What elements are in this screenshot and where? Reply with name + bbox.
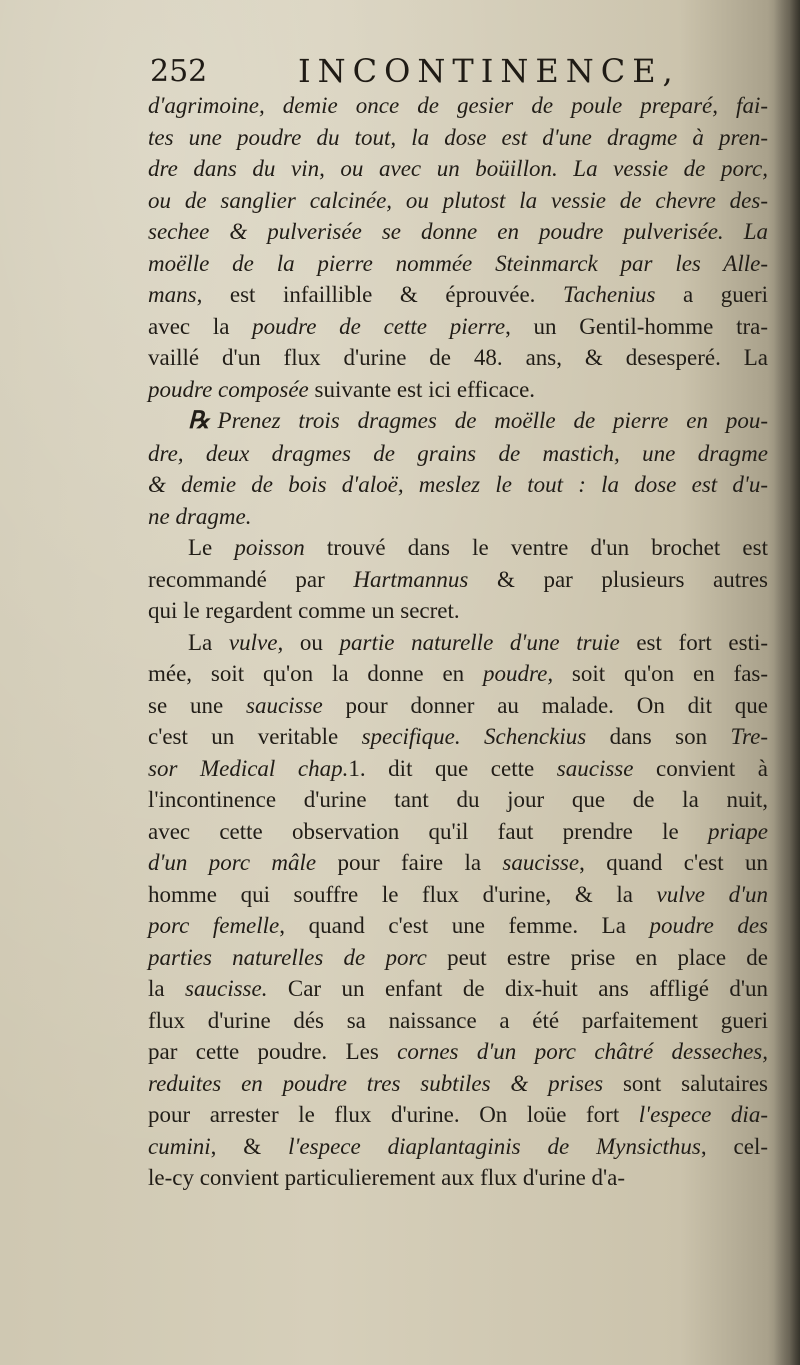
text-line bbox=[148, 595, 768, 627]
page-gutter-shadow bbox=[774, 0, 800, 1365]
italic-text: poudre composée bbox=[148, 376, 309, 402]
italic-text: tes une poudre du tout, la dose est d'une dragme à pren- bbox=[148, 124, 768, 150]
italic-text: cumini bbox=[148, 1133, 211, 1159]
text-line bbox=[148, 627, 768, 659]
italic-text: moëlle de la pierre nommée Steinmarck par les Alle- bbox=[148, 250, 768, 276]
text-line bbox=[148, 942, 768, 974]
text-line bbox=[148, 847, 768, 879]
roman-text: pour donner au malade. On dit que bbox=[322, 692, 768, 718]
text-line bbox=[148, 532, 768, 564]
roman-text: par cette poudre. Les bbox=[148, 1039, 398, 1064]
italic-text: cornes d'un porc châtré desseches, bbox=[397, 1039, 768, 1064]
roman-text: la bbox=[148, 976, 186, 1001]
roman-text: c'est un veritable bbox=[148, 724, 362, 749]
text-line bbox=[148, 374, 768, 406]
roman-text: trouvé dans le ventre d'un brochet est bbox=[304, 535, 768, 560]
roman-text: Le bbox=[188, 535, 235, 560]
text-line bbox=[148, 1131, 768, 1163]
roman-text: homme qui souffre le flux d'urine, & la bbox=[148, 881, 657, 907]
italic-text: priape bbox=[707, 818, 768, 844]
text-line bbox=[148, 153, 768, 185]
roman-text: , un Gentil-homme tra- bbox=[505, 313, 768, 339]
roman-text: convient à bbox=[633, 755, 768, 781]
italic-text: poudre, bbox=[483, 661, 554, 686]
roman-text: La bbox=[188, 629, 229, 655]
italic-text: specifique. Schenckius bbox=[361, 724, 587, 749]
roman-text: pour arrester le flux d'urine. On loüe fort bbox=[148, 1102, 639, 1127]
recipe-symbol: ℞ bbox=[188, 408, 210, 434]
italic-text: Tachenius bbox=[562, 282, 656, 307]
italic-text: saucisse. bbox=[185, 976, 268, 1001]
roman-text: qui le regardent comme un secret. bbox=[148, 598, 460, 623]
italic-text: saucisse bbox=[502, 850, 580, 875]
roman-text: sont salutaires bbox=[603, 1070, 768, 1096]
roman-text: vaillé d'un flux d'urine de 48. ans, & desesperé. La bbox=[148, 345, 768, 370]
text-line bbox=[148, 816, 768, 848]
roman-text: , est infaillible & éprouvée. bbox=[196, 282, 563, 307]
roman-text: dans son bbox=[586, 724, 731, 749]
roman-text: recommandé par bbox=[148, 566, 354, 592]
italic-text: vulve, bbox=[228, 629, 284, 655]
text-line bbox=[148, 690, 768, 722]
italic-text: d'agrimoine, demie once de gesier de poule preparé, fai- bbox=[148, 93, 768, 118]
roman-text: l'incontinence d'urine tant du jour que de la nuit, bbox=[148, 787, 768, 812]
text-line bbox=[148, 469, 768, 501]
roman-text: , quand c'est une femme. La bbox=[279, 913, 650, 938]
text-line bbox=[148, 248, 768, 280]
italic-text: porc femelle bbox=[148, 913, 280, 938]
text-line bbox=[148, 1068, 768, 1100]
roman-text: suivante est ici efficace. bbox=[308, 376, 536, 402]
italic-text: saucisse bbox=[246, 692, 323, 718]
paragraph bbox=[148, 627, 768, 1194]
page-number: 252 bbox=[150, 54, 208, 89]
roman-text: se une bbox=[148, 692, 247, 718]
italic-text: Prenez trois dragmes de moëlle de pierre en pou- bbox=[217, 408, 768, 433]
text-line bbox=[148, 564, 768, 596]
text-line bbox=[148, 1099, 768, 1131]
text-line bbox=[148, 279, 768, 311]
text-line bbox=[148, 658, 768, 690]
text-line bbox=[148, 973, 768, 1005]
roman-text: avec la bbox=[148, 313, 253, 339]
italic-text: Tre- bbox=[730, 724, 768, 749]
roman-text: est fort esti- bbox=[619, 629, 768, 655]
paragraph bbox=[148, 405, 768, 532]
running-title: INCONTINENCE, bbox=[298, 52, 680, 90]
text-line bbox=[148, 721, 768, 753]
text-line bbox=[148, 879, 768, 911]
italic-text: & demie de bois d'aloë, meslez le tout : la dose est d'u- bbox=[148, 472, 768, 497]
text-line bbox=[148, 342, 768, 374]
roman-text: flux d'urine dés sa naissance a été parfaitement gueri bbox=[148, 1007, 768, 1033]
roman-text: & par plusieurs autres bbox=[468, 566, 768, 592]
text-line bbox=[148, 90, 768, 122]
roman-text: ou bbox=[283, 629, 340, 655]
italic-text: d'un porc mâle bbox=[148, 850, 317, 875]
italic-text: saucisse bbox=[556, 755, 634, 781]
italic-text: poisson bbox=[234, 535, 305, 560]
italic-text: partie naturelle d'une truie bbox=[339, 629, 620, 655]
italic-text: sor Medical chap. bbox=[148, 755, 349, 781]
text-line bbox=[148, 501, 768, 533]
text-line bbox=[148, 438, 768, 470]
italic-text: poudre des bbox=[649, 913, 768, 938]
text-line bbox=[148, 216, 768, 248]
italic-text: l'espece dia- bbox=[638, 1102, 768, 1127]
paragraph bbox=[148, 532, 768, 627]
body-text bbox=[148, 90, 768, 1194]
italic-text: ne dragme. bbox=[148, 503, 252, 529]
roman-text: avec cette observation qu'il faut prendre le bbox=[148, 818, 708, 844]
text-line bbox=[148, 910, 768, 942]
italic-text: vulve d'un bbox=[656, 881, 769, 907]
text-line bbox=[148, 1005, 768, 1037]
roman-text: , cel- bbox=[700, 1133, 769, 1159]
text-line bbox=[148, 405, 768, 438]
italic-text: l'espece diaplantaginis de Mynsicthus bbox=[288, 1133, 701, 1159]
text-line bbox=[148, 1162, 768, 1194]
text-line bbox=[148, 311, 768, 343]
text-line bbox=[148, 753, 768, 785]
roman-text: Car un enfant de dix-huit ans affligé d'un bbox=[267, 976, 768, 1001]
italic-text: sechee & pulverisée se donne en poudre pulverisée. La bbox=[148, 219, 768, 244]
italic-text: Hartmannus bbox=[353, 566, 469, 592]
paragraph bbox=[148, 90, 768, 405]
text-line bbox=[148, 185, 768, 217]
italic-text: ou de sanglier calcinée, ou plutost la vessie de chevre des- bbox=[148, 187, 768, 213]
text-line bbox=[148, 122, 768, 154]
roman-text: peut estre prise en place de bbox=[426, 944, 768, 970]
roman-text: mée, soit qu'on la donne en bbox=[148, 661, 484, 686]
italic-text: parties naturelles de porc bbox=[148, 944, 427, 970]
text-line bbox=[148, 784, 768, 816]
italic-text: reduites en poudre tres subtiles & prises bbox=[148, 1070, 604, 1096]
italic-text: mans bbox=[148, 282, 197, 307]
roman-text: a gueri bbox=[655, 282, 768, 307]
roman-text: , quand c'est un bbox=[579, 850, 768, 875]
text-line bbox=[148, 1036, 768, 1068]
italic-text: dre, deux dragmes de grains de mastich, une dragme bbox=[148, 440, 768, 466]
italic-text: poudre de cette pierre bbox=[252, 313, 506, 339]
roman-text: le-cy convient particulierement aux flux d'urine d'a- bbox=[148, 1165, 626, 1190]
roman-text: 1. dit que cette bbox=[348, 755, 557, 781]
roman-text: soit qu'on en fas- bbox=[553, 661, 769, 686]
roman-text: , & bbox=[210, 1133, 289, 1159]
roman-text: pour faire la bbox=[316, 850, 503, 875]
italic-text: dre dans du vin, ou avec un boüillon. La vessie de porc, bbox=[148, 156, 768, 181]
page-header bbox=[150, 48, 710, 94]
